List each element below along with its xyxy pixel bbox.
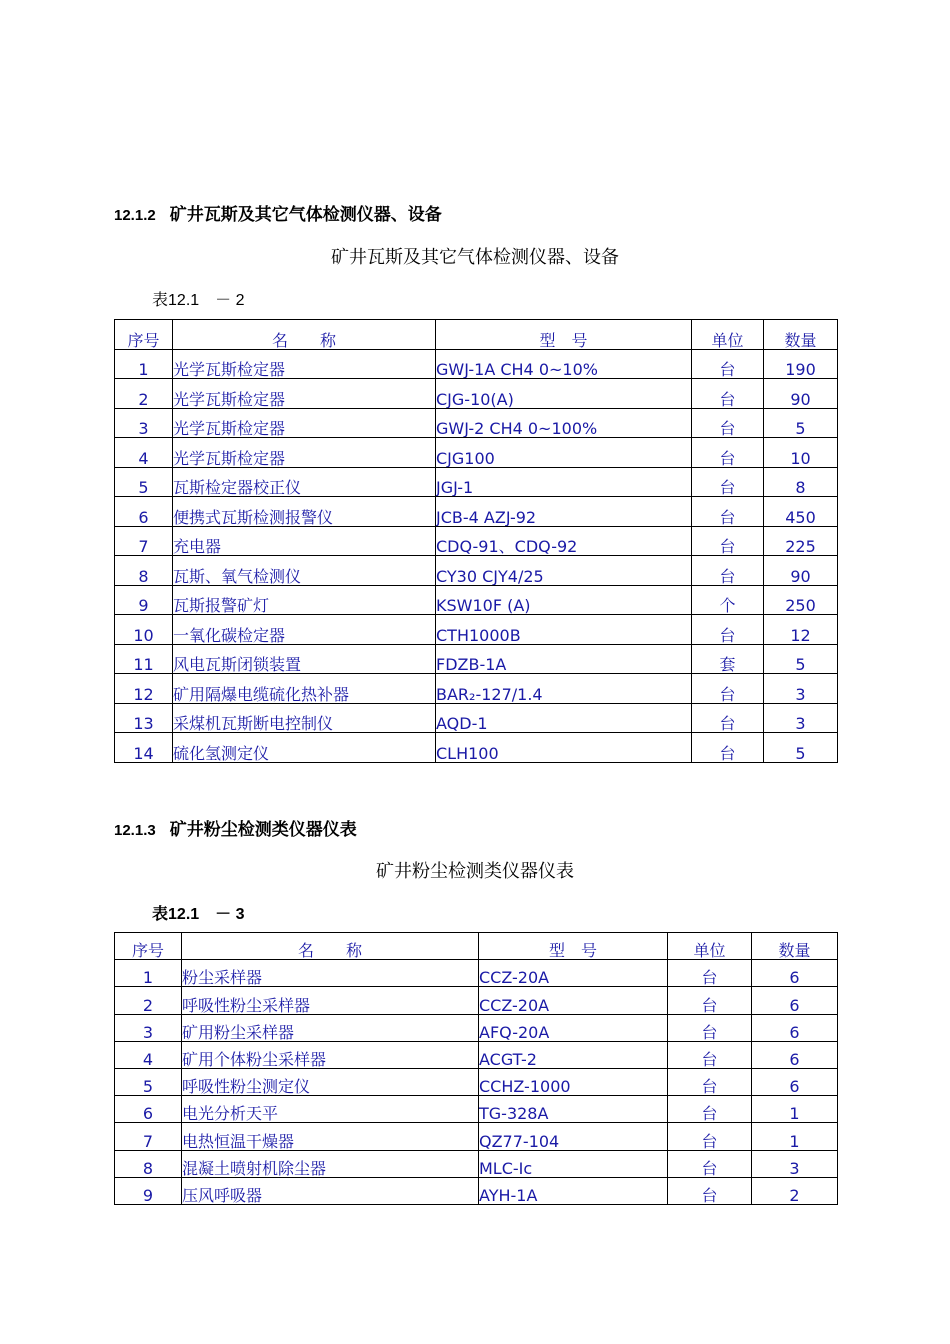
table-row: [115, 1041, 838, 1068]
model-cell: CY30 CJY4/25: [436, 556, 692, 586]
table-row: [115, 585, 838, 615]
model-cell: GWJ-1A CH4 0~10%: [436, 349, 692, 379]
unit-cell: 台: [668, 1014, 752, 1041]
seq-cell: 9: [115, 585, 173, 615]
seq-cell: 3: [115, 1014, 182, 1041]
name-cell: 呼吸性粉尘采样器: [182, 987, 479, 1014]
seq-cell: 6: [115, 1096, 182, 1123]
model-cell: KSW10F (A): [436, 585, 692, 615]
table-row: [115, 408, 838, 438]
seq-cell: 12: [115, 674, 173, 704]
seq-cell: 9: [115, 1177, 182, 1204]
qty-cell: 2: [752, 1177, 838, 1204]
seq-cell: 1: [115, 349, 173, 379]
unit-cell: 台: [692, 526, 764, 556]
seq-cell: 11: [115, 644, 173, 674]
unit-cell: 台: [692, 703, 764, 733]
column-header: 单位: [668, 933, 752, 960]
name-cell: 压风呼吸器: [182, 1177, 479, 1204]
name-cell: 光学瓦斯检定器: [173, 408, 436, 438]
unit-cell: 台: [692, 408, 764, 438]
seq-cell: 13: [115, 703, 173, 733]
name-cell: 充电器: [173, 526, 436, 556]
table-caption-gas: 矿井瓦斯及其它气体检测仪器、设备: [331, 247, 619, 268]
section-heading-gas: [114, 200, 442, 225]
unit-cell: 台: [692, 497, 764, 527]
dust-instruments-table: [114, 932, 838, 1205]
table-number: 12.1 － 2: [168, 292, 245, 309]
qty-cell: 6: [752, 987, 838, 1014]
model-cell: AYH-1A: [479, 1177, 668, 1204]
section-number: 12.1.3: [114, 822, 156, 839]
model-cell: CTH1000B: [436, 615, 692, 645]
column-header: 型 号: [436, 320, 692, 350]
table-number-gas: [152, 287, 245, 310]
unit-cell: 台: [668, 1041, 752, 1068]
seq-cell: 5: [115, 1068, 182, 1095]
qty-cell: 6: [752, 960, 838, 987]
unit-cell: 个: [692, 585, 764, 615]
unit-cell: 台: [668, 960, 752, 987]
qty-cell: 6: [752, 1014, 838, 1041]
unit-cell: 台: [668, 1096, 752, 1123]
column-header: 数量: [764, 320, 838, 350]
seq-cell: 10: [115, 615, 173, 645]
unit-cell: 台: [692, 674, 764, 704]
qty-cell: 250: [764, 585, 838, 615]
seq-cell: 7: [115, 1123, 182, 1150]
table-header-row: [115, 320, 838, 350]
model-cell: TG-328A: [479, 1096, 668, 1123]
unit-cell: 台: [692, 379, 764, 409]
table-row: [115, 960, 838, 987]
name-cell: 瓦斯检定器校正仪: [173, 467, 436, 497]
qty-cell: 12: [764, 615, 838, 645]
seq-cell: 1: [115, 960, 182, 987]
model-cell: CJG-10(A): [436, 379, 692, 409]
unit-cell: 台: [692, 556, 764, 586]
unit-cell: 套: [692, 644, 764, 674]
name-cell: 瓦斯、氧气检测仪: [173, 556, 436, 586]
name-cell: 光学瓦斯检定器: [173, 379, 436, 409]
table-row: [115, 1177, 838, 1204]
model-cell: GWJ-2 CH4 0~100%: [436, 408, 692, 438]
seq-cell: 7: [115, 526, 173, 556]
name-cell: 矿用粉尘采样器: [182, 1014, 479, 1041]
table-row: [115, 497, 838, 527]
model-cell: JGJ-1: [436, 467, 692, 497]
qty-cell: 1: [752, 1096, 838, 1123]
seq-cell: 14: [115, 733, 173, 763]
unit-cell: 台: [692, 438, 764, 468]
qty-cell: 10: [764, 438, 838, 468]
seq-cell: 4: [115, 1041, 182, 1068]
seq-cell: 5: [115, 467, 173, 497]
table-row: [115, 1068, 838, 1095]
qty-cell: 450: [764, 497, 838, 527]
column-header: 数量: [752, 933, 838, 960]
unit-cell: 台: [668, 1123, 752, 1150]
name-cell: 便携式瓦斯检测报警仪: [173, 497, 436, 527]
column-header: 序号: [115, 933, 182, 960]
qty-cell: 6: [752, 1041, 838, 1068]
unit-cell: 台: [692, 349, 764, 379]
model-cell: JCB-4 AZJ-92: [436, 497, 692, 527]
seq-cell: 8: [115, 1150, 182, 1177]
name-cell: 电光分析天平: [182, 1096, 479, 1123]
qty-cell: 90: [764, 379, 838, 409]
name-cell: 采煤机瓦斯断电控制仪: [173, 703, 436, 733]
table-header-row: [115, 933, 838, 960]
column-header: 单位: [692, 320, 764, 350]
name-cell: 呼吸性粉尘测定仪: [182, 1068, 479, 1095]
model-cell: BAR₂-127/1.4: [436, 674, 692, 704]
model-cell: MLC-Ic: [479, 1150, 668, 1177]
table-row: [115, 674, 838, 704]
name-cell: 光学瓦斯检定器: [173, 349, 436, 379]
name-cell: 一氧化碳检定器: [173, 615, 436, 645]
unit-cell: 台: [692, 467, 764, 497]
table-label: 表: [152, 290, 169, 309]
table-row: [115, 438, 838, 468]
qty-cell: 3: [764, 674, 838, 704]
unit-cell: 台: [668, 987, 752, 1014]
qty-cell: 5: [764, 733, 838, 763]
name-cell: 瓦斯报警矿灯: [173, 585, 436, 615]
name-cell: 混凝土喷射机除尘器: [182, 1150, 479, 1177]
qty-cell: 1: [752, 1123, 838, 1150]
table-row: [115, 379, 838, 409]
table-row: [115, 1123, 838, 1150]
gas-instruments-table: [114, 319, 838, 763]
table-row: [115, 644, 838, 674]
model-cell: CLH100: [436, 733, 692, 763]
model-cell: QZ77-104: [479, 1123, 668, 1150]
column-header: 名 称: [173, 320, 436, 350]
model-cell: CCZ-20A: [479, 987, 668, 1014]
model-cell: ACGT-2: [479, 1041, 668, 1068]
qty-cell: 190: [764, 349, 838, 379]
table-row: [115, 526, 838, 556]
table-number-dust: [152, 901, 245, 924]
table-row: [115, 1150, 838, 1177]
table-row: [115, 615, 838, 645]
table-row: [115, 733, 838, 763]
model-cell: AFQ-20A: [479, 1014, 668, 1041]
qty-cell: 225: [764, 526, 838, 556]
qty-cell: 8: [764, 467, 838, 497]
table-row: [115, 703, 838, 733]
model-cell: FDZB-1A: [436, 644, 692, 674]
model-cell: CJG100: [436, 438, 692, 468]
section-number: 12.1.2: [114, 207, 156, 224]
table-row: [115, 349, 838, 379]
name-cell: 矿用隔爆电缆硫化热补器: [173, 674, 436, 704]
model-cell: CCZ-20A: [479, 960, 668, 987]
unit-cell: 台: [692, 615, 764, 645]
table-row: [115, 467, 838, 497]
table-row: [115, 556, 838, 586]
table-label: 表: [152, 904, 169, 923]
table-row: [115, 1014, 838, 1041]
table-number: 12.1 － 3: [168, 906, 245, 923]
qty-cell: 90: [764, 556, 838, 586]
seq-cell: 4: [115, 438, 173, 468]
unit-cell: 台: [668, 1177, 752, 1204]
seq-cell: 8: [115, 556, 173, 586]
column-header: 序号: [115, 320, 173, 350]
model-cell: CCHZ-1000: [479, 1068, 668, 1095]
seq-cell: 2: [115, 987, 182, 1014]
qty-cell: 5: [764, 644, 838, 674]
qty-cell: 5: [764, 408, 838, 438]
table-row: [115, 1096, 838, 1123]
qty-cell: 6: [752, 1068, 838, 1095]
name-cell: 粉尘采样器: [182, 960, 479, 987]
seq-cell: 6: [115, 497, 173, 527]
column-header: 名 称: [182, 933, 479, 960]
model-cell: AQD-1: [436, 703, 692, 733]
qty-cell: 3: [752, 1150, 838, 1177]
name-cell: 矿用个体粉尘采样器: [182, 1041, 479, 1068]
table-caption-dust: 矿井粉尘检测类仪器仪表: [376, 861, 574, 882]
section-title: 矿井粉尘检测类仪器仪表: [169, 820, 357, 840]
name-cell: 风电瓦斯闭锁装置: [173, 644, 436, 674]
model-cell: CDQ-91、CDQ-92: [436, 526, 692, 556]
table-row: [115, 987, 838, 1014]
unit-cell: 台: [668, 1068, 752, 1095]
section-title: 矿井瓦斯及其它气体检测仪器、设备: [169, 205, 442, 225]
qty-cell: 3: [764, 703, 838, 733]
name-cell: 光学瓦斯检定器: [173, 438, 436, 468]
unit-cell: 台: [668, 1150, 752, 1177]
name-cell: 电热恒温干燥器: [182, 1123, 479, 1150]
section-heading-dust: [114, 815, 357, 840]
seq-cell: 3: [115, 408, 173, 438]
seq-cell: 2: [115, 379, 173, 409]
column-header: 型 号: [479, 933, 668, 960]
unit-cell: 台: [692, 733, 764, 763]
name-cell: 硫化氢测定仪: [173, 733, 436, 763]
